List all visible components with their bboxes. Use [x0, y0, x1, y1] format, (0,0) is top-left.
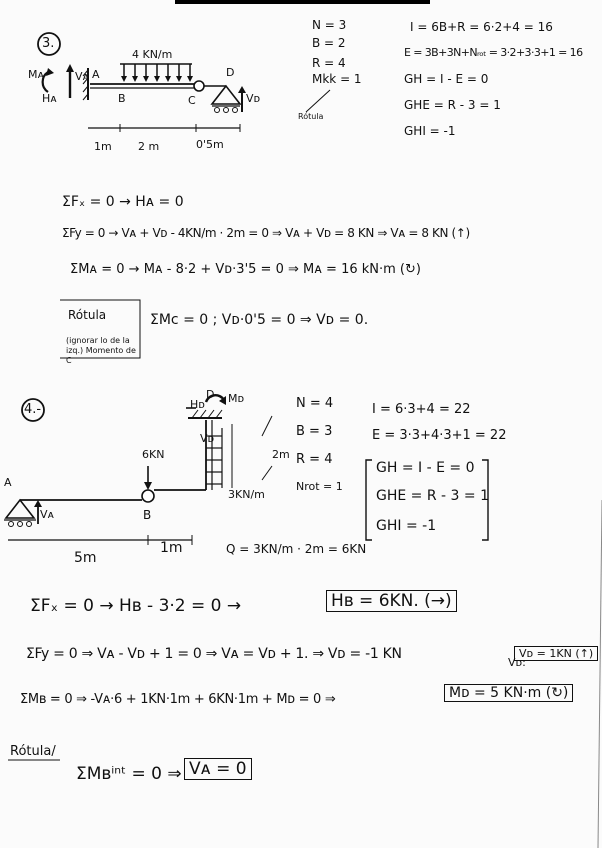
p4-node-b: B: [143, 508, 152, 522]
p4-point-load-label: 6KN: [142, 448, 165, 461]
p3-eq-ghe: GHE = R - 3 = 1: [404, 98, 501, 112]
p3-rotula-note: (ignorar lo de la izq.) Momento de C: [66, 336, 136, 365]
p3-node-a: A: [92, 68, 100, 81]
p4-eq-e: E = 3·3+4·3+1 = 22: [372, 428, 507, 443]
p3-dim2: 2 m: [138, 140, 160, 153]
p4-n: N = 4: [296, 396, 334, 411]
p3-eq-gh: GH = I - E = 0: [404, 72, 489, 86]
p4-r: R = 4: [296, 452, 333, 467]
p4-height-label: 2m: [272, 448, 290, 461]
p3-sum-ma: ΣMᴀ = 0 → Mᴀ - 8·2 + Vᴅ·3'5 = 0 ⇒ Mᴀ = 16 kN·m (↻): [70, 262, 421, 277]
p3-sum-fy: ΣFy = 0 → Vᴀ + Vᴅ - 4KN/m · 2m = 0 ⇒ Vᴀ + Vᴅ = 8 KN ⇒ Vᴀ = 8 KN (↑): [62, 226, 470, 240]
p3-eq-ghi: GHI = -1: [404, 124, 456, 138]
p4-eq-i: I = 6·3+4 = 22: [372, 402, 471, 417]
p3-load-label: 4 KN/m: [132, 48, 173, 61]
p3-dim3: 0'5m: [196, 138, 224, 151]
p4-eq-gh: GH = I - E = 0: [376, 460, 475, 476]
p4-fy-prefix: Vᴅ:: [508, 656, 526, 669]
p4-nrot: Nrot = 1: [296, 480, 343, 493]
p3-ha-label: Hᴀ: [42, 92, 57, 105]
p4-eq-ghi: GHI = -1: [376, 518, 437, 534]
p4-b: B = 3: [296, 424, 333, 439]
p4-node-d: D: [206, 388, 215, 401]
p3-mkk: Mkk = 1: [312, 72, 362, 86]
p4-vd-label: Vᴅ: [200, 432, 215, 445]
p3-n: N = 3: [312, 18, 347, 32]
p3-hinge-note: Rótula: [298, 112, 324, 121]
p3-ma-label: Mᴀ: [28, 68, 45, 81]
p3-eq-i: I = 6B+R = 6·2+4 = 16: [410, 20, 553, 34]
p3-eq-e: E = 3B+3N+Nᵣₒₜ = 3·2+3·3+1 = 16: [404, 46, 583, 59]
p4-hinge-b: [142, 490, 154, 502]
p4-fx-result: Hʙ = 6KN. (→): [326, 590, 457, 612]
p4-eq-ghe: GHE = R - 3 = 1: [376, 488, 489, 504]
p4-dist-load-label: 3KN/m: [228, 488, 265, 501]
p4-md-label: Mᴅ: [228, 392, 245, 405]
p4-fy-result: Vᴅ = 1KN (↑): [514, 646, 598, 661]
p3-sum-fx: ΣFₓ = 0 → Hᴀ = 0: [62, 194, 184, 210]
p3-node-d: D: [226, 66, 235, 79]
p4-va-label: Vᴀ: [40, 508, 55, 521]
p4-node-a: A: [4, 476, 12, 489]
p4-rotula: Rótula/: [10, 744, 56, 759]
p4-dim2: 1m: [160, 540, 183, 556]
p3-vd-label: Vᴅ: [246, 92, 261, 105]
p3-dim1: 1m: [94, 140, 112, 153]
p4-sum-fy: ΣFy = 0 ⇒ Vᴀ - Vᴅ + 1 = 0 ⇒ Vᴀ = Vᴅ + 1. ⇒ Vᴅ = -1 KN: [26, 646, 402, 662]
p4-hd-label: Hᴅ: [190, 398, 205, 411]
p3-hinge-c: [194, 81, 204, 91]
p3-number: 3.: [42, 36, 55, 51]
p3-node-c: C: [188, 94, 196, 107]
p4-q-resultant: Q = 3KN/m · 2m = 6KN: [226, 542, 367, 556]
p4-sum-mb-int: ΣMʙⁱⁿᵗ = 0 ⇒: [76, 764, 182, 784]
p3-rotula: Rótula: [68, 308, 107, 322]
p4-number: 4.-: [24, 402, 42, 417]
p4-sum-fx: ΣFₓ = 0 → Hʙ - 3·2 = 0 →: [30, 596, 242, 616]
p4-dim1: 5m: [74, 550, 97, 566]
p3-sum-mc: ΣMc = 0 ; Vᴅ·0'5 = 0 ⇒ Vᴅ = 0.: [150, 312, 369, 328]
p3-r: R = 4: [312, 56, 346, 70]
p4-sum-mb: ΣMʙ = 0 ⇒ -Vᴀ·6 + 1KN·1m + 6KN·1m + Mᴅ = 0 ⇒: [20, 692, 336, 707]
p3-support-d: [212, 86, 240, 104]
p4-mb-int-result: Vᴀ = 0: [184, 758, 252, 780]
p4-support-a: [6, 500, 34, 518]
p4-mb-result: Mᴅ = 5 KN·m (↻): [444, 684, 573, 702]
p3-node-b: B: [118, 92, 126, 105]
p3-b: B = 2: [312, 36, 346, 50]
p3-va-label: Vᴀ: [75, 70, 90, 83]
